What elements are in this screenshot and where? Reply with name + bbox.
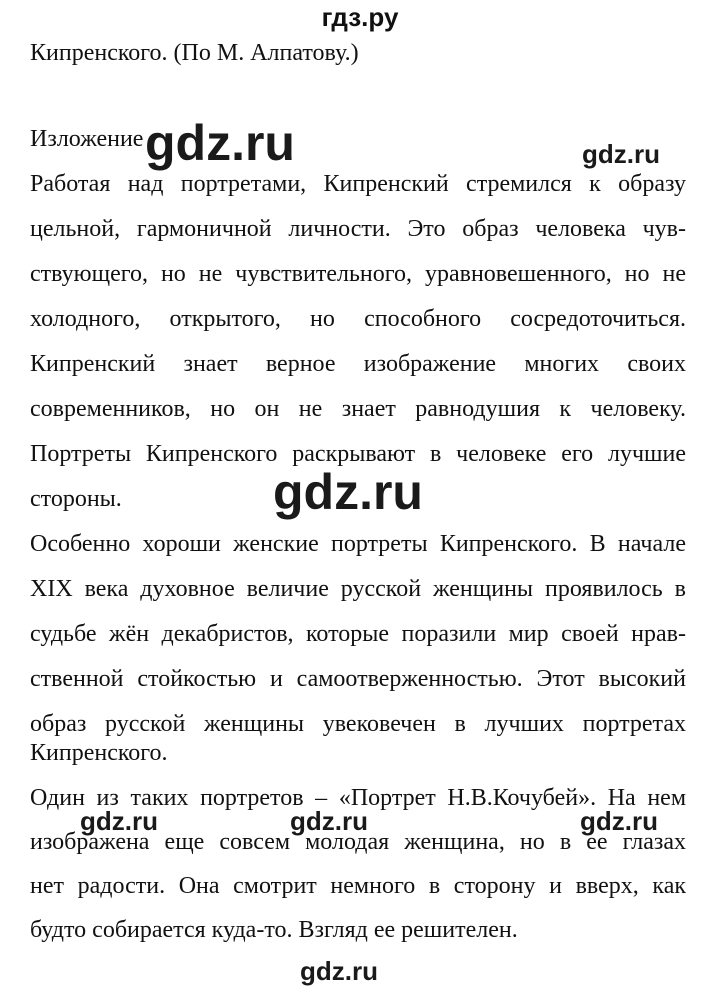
watermark: gdz.ru [300,956,378,986]
text-line: ственной стойкостью и самоотверженностью. Этот высокий [30,666,686,692]
text-line: стороны. [30,486,122,512]
text-line: современников, но он не знает равнодушия к человеку. [30,396,686,422]
text-line: Один из таких портретов – «Портрет Н.В.Кочубей». На нем [30,785,686,811]
site-header: гдз.ру [321,2,399,32]
text-line: будто собирается куда-то. Взгляд ее решителен. [30,917,518,943]
text-line: цельной, гармоничной личности. Это образ человека чув- [30,216,686,242]
section-title: Изложение [30,126,144,152]
text-line: Портреты Кипренского раскрывают в человеке его лучшие [30,441,686,467]
watermark: gdz.ru [290,806,368,836]
text-line: ствующего, но не чувствительного, уравновешенного, но не [30,261,686,287]
watermark: gdz.ru [582,139,660,169]
text-line: Кипренский знает верное изображение многих своих [30,351,686,377]
watermark: gdz.ru [580,806,658,836]
text-line: образ русской женщины увековечен в лучших портретах [30,711,686,737]
text-line: изображена еще совсем молодая женщина, но в ее глазах [30,829,686,855]
text-line: XIX века духовное величие русской женщины проявилось в [30,576,686,602]
text-line: Кипренского. [30,740,168,766]
text-line: судьбе жён декабристов, которые поразили мир своей нрав- [30,621,686,647]
watermark: gdz.ru [145,115,295,171]
text-line: нет радости. Она смотрит немного в сторону и вверх, как [30,873,686,899]
source-line: Кипренского. (По М. Алпатову.) [30,40,359,66]
watermark: gdz.ru [80,806,158,836]
watermark: gdz.ru [273,464,423,520]
text-line: Работая над портретами, Кипренский стремился к образу [30,171,686,197]
text-line: Особенно хороши женские портреты Кипренского. В начале [30,531,686,557]
text-line: холодного, открытого, но способного сосредоточиться. [30,306,686,332]
